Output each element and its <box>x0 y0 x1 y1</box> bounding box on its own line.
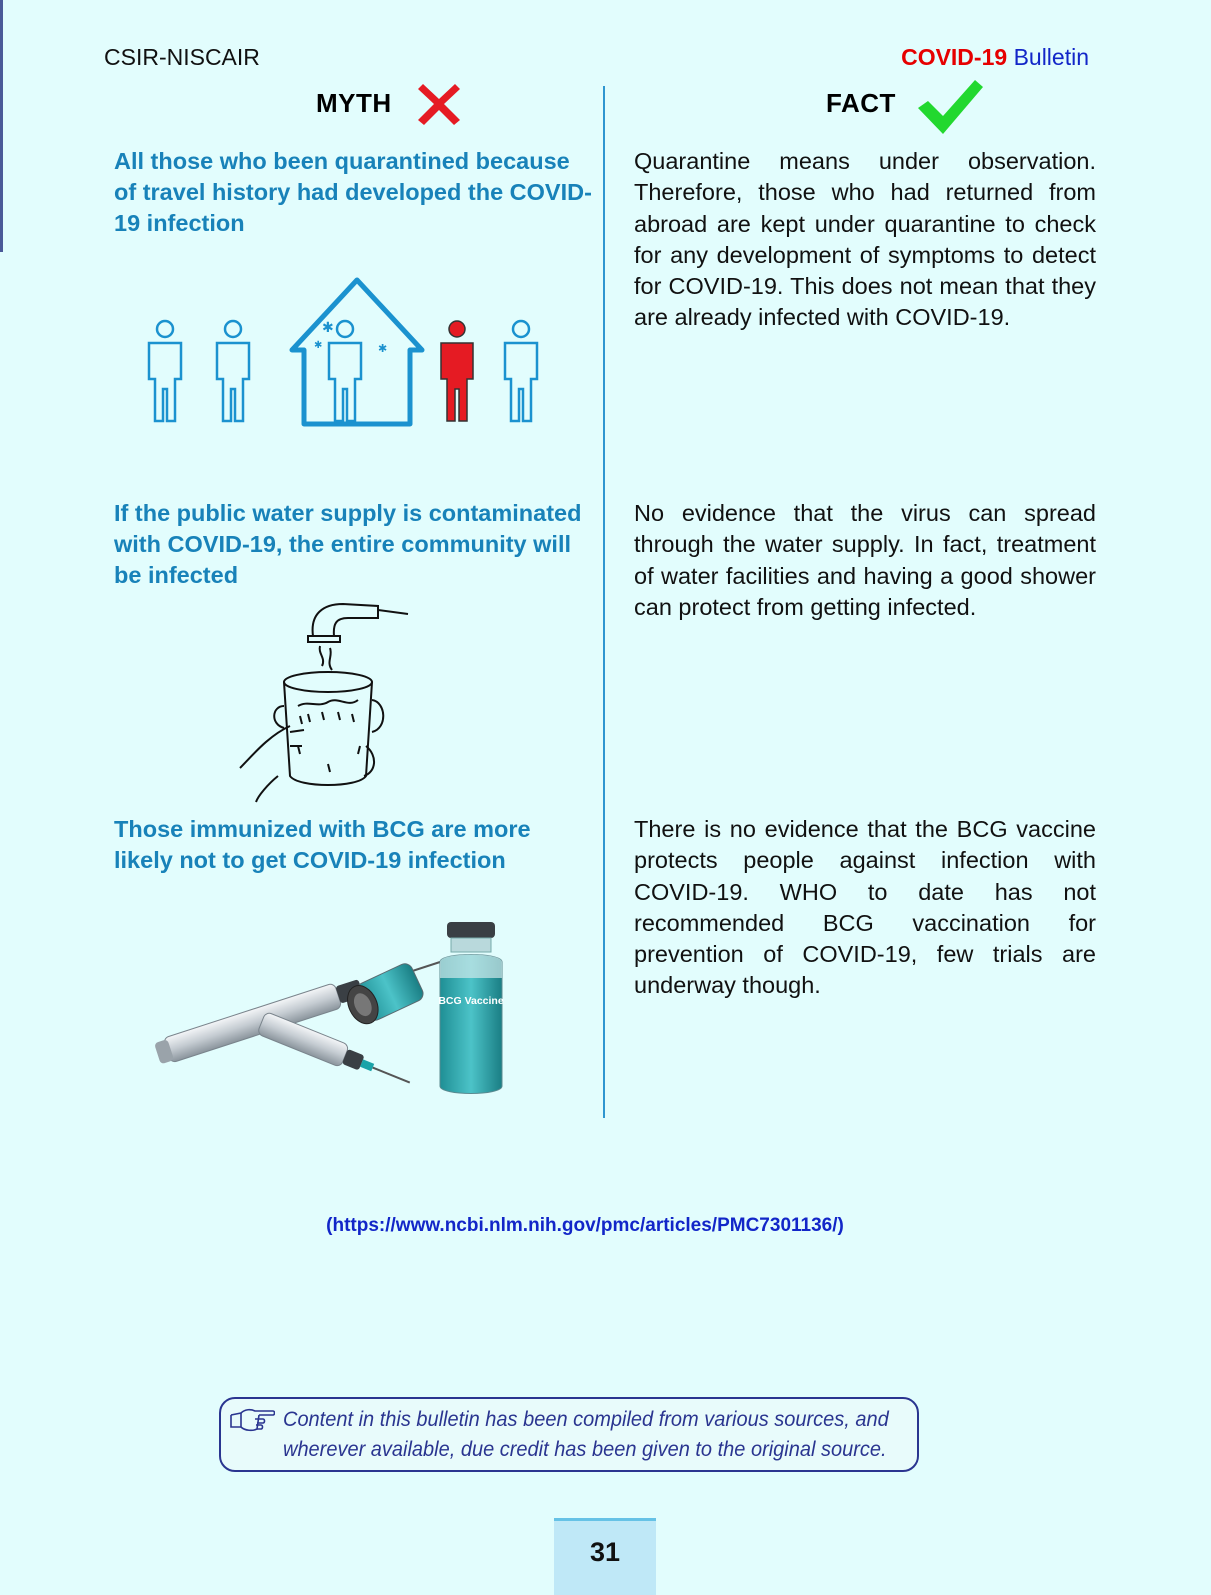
disclaimer-line-1: Content in this bulletin has been compiled from various sources, and <box>283 1407 889 1431</box>
disclaimer-line-2: wherever available, due credit has been given to the original source. <box>283 1437 887 1461</box>
myth-2: If the public water supply is contaminated with COVID-19, the entire community will be infected <box>114 500 582 588</box>
svg-text:✱: ✱ <box>314 340 323 351</box>
quarantine-house-illustration <box>140 272 550 437</box>
header-org: CSIR-NISCAIR <box>104 44 260 70</box>
page-edge-rule <box>0 0 3 252</box>
water-tap-glass-illustration <box>238 596 418 806</box>
bcg-vaccine-syringe-illustration <box>150 922 520 1100</box>
svg-text:✱: ✱ <box>378 342 388 355</box>
myth-heading: MYTH <box>316 88 392 118</box>
fact-1: Quarantine means under observation. Therefore, those who had returned from abroad are kept under quarantine to check for any development of symptoms to detect for COVID-19. This does not mean that they are already infected with COVID-19. <box>634 148 1096 331</box>
disclaimer-box <box>219 1397 919 1472</box>
fact-2: No evidence that the virus can spread through the water supply. In fact, treatment of water facilities and having a good shower can protect from getting infected. <box>634 500 1096 620</box>
header-title <box>901 44 1089 71</box>
fact-3: There is no evidence that the BCG vaccine protects people against infection with COVID-19. WHO to date has not recommended BCG vaccination for prevention of COVID-19, few trials are underway though. <box>634 816 1096 999</box>
pointing-hand-icon <box>229 1405 275 1435</box>
myth-3: Those immunized with BCG are more likely not to get COVID-19 infection <box>114 816 531 873</box>
myth-1: All those who been quarantined because of travel history had developed the COVID-19 infection <box>114 148 592 236</box>
svg-text:✱: ✱ <box>322 320 334 336</box>
header-title-covid: COVID-19 <box>901 44 1008 70</box>
header-title-bulletin: Bulletin <box>1013 44 1089 70</box>
source-url[interactable]: (https://www.ncbi.nlm.nih.gov/pmc/articles/PMC7301136/) <box>326 1215 844 1236</box>
cross-icon <box>416 80 462 126</box>
fact-heading: FACT <box>826 88 896 118</box>
page-number: 31 <box>589 1537 621 1567</box>
vial-label: BCG Vaccine <box>438 995 504 1007</box>
disclaimer-text <box>283 1404 889 1464</box>
column-divider <box>603 86 605 1118</box>
page-number-box <box>554 1518 656 1595</box>
checkmark-icon <box>916 78 984 136</box>
